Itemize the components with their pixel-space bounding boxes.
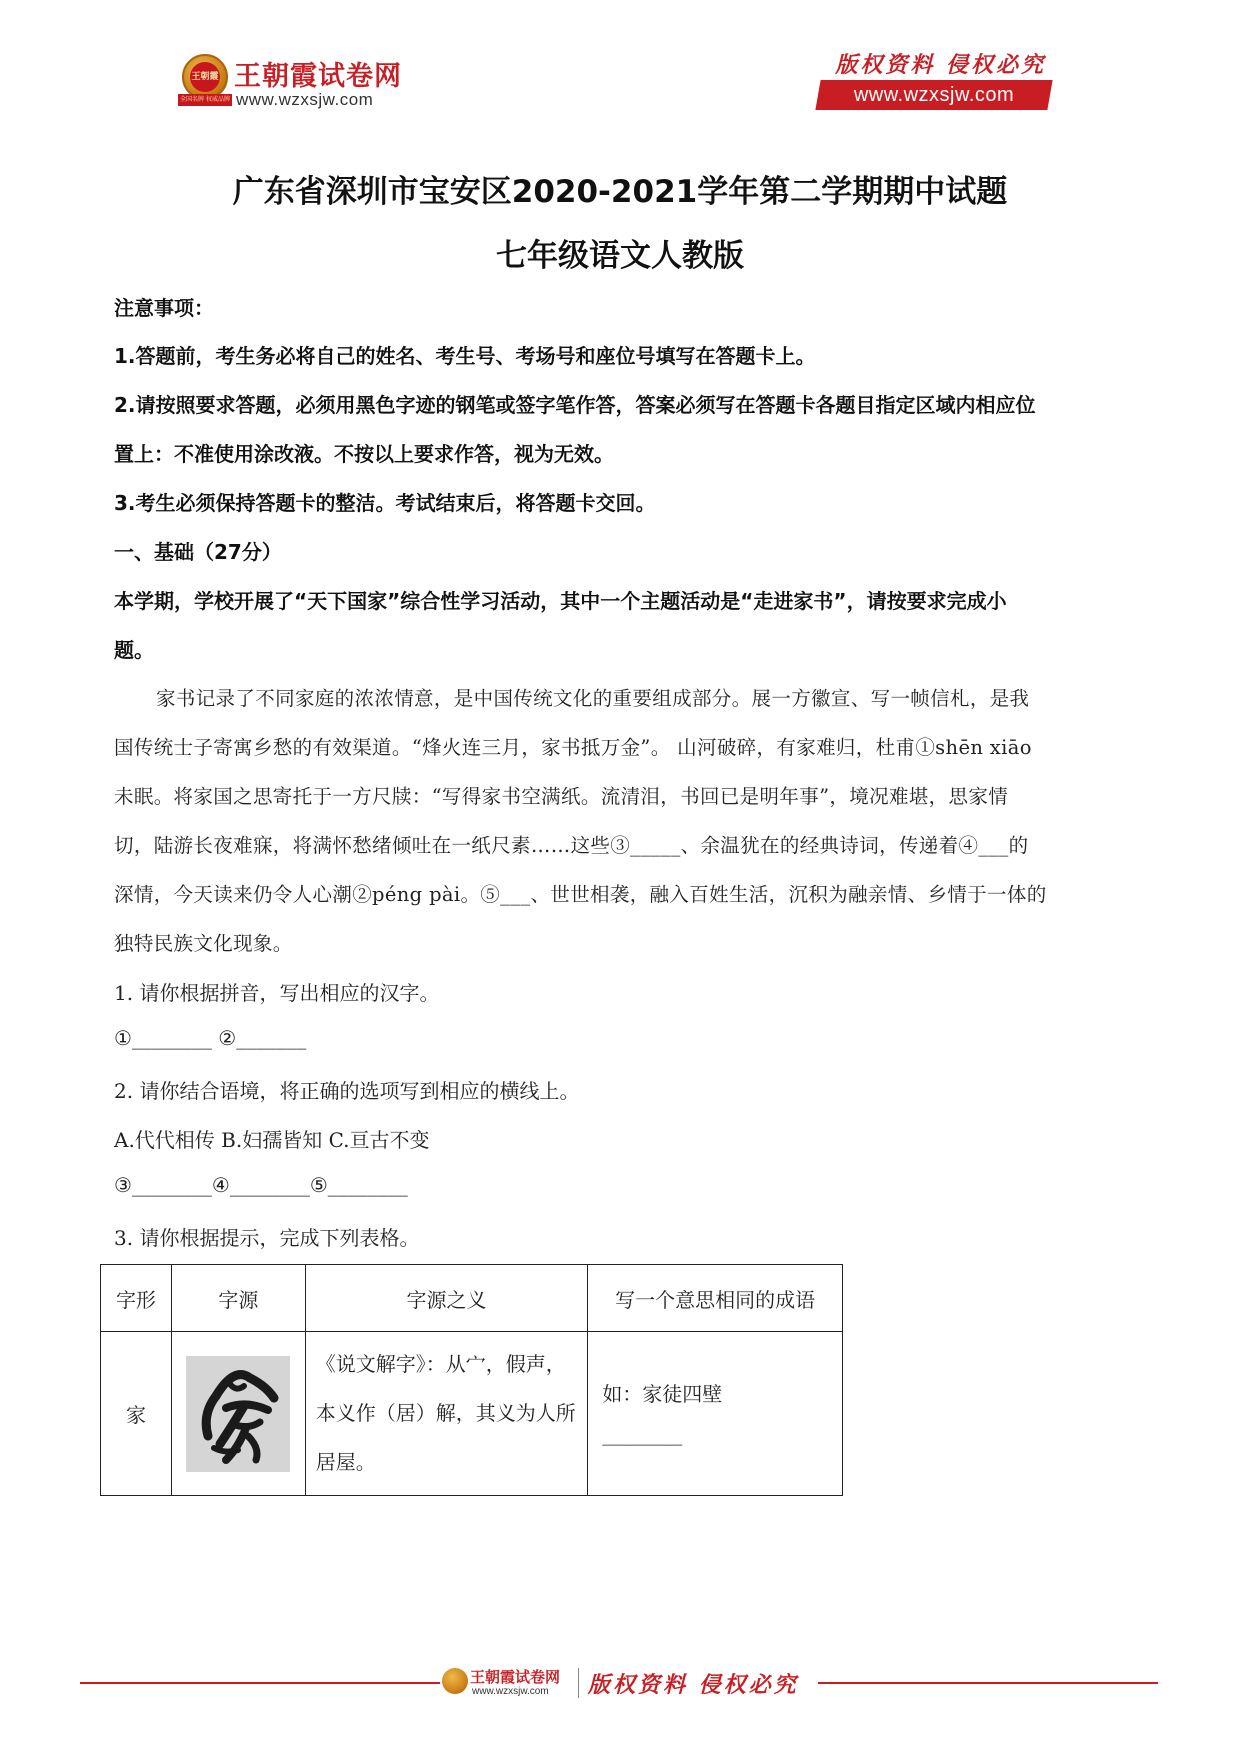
character-table <box>100 1264 843 1496</box>
ancient-jia-glyph-icon <box>186 1356 290 1472</box>
passage-line: 切，陆游长夜难寐，将满怀愁绪倾吐在一纸尺素……这些③_____、余温犹在的经典诗词，传递着④___的 <box>114 834 1029 857</box>
seal-text: 王朝霞 <box>190 62 220 92</box>
idiom-answer-blank: ________ <box>602 1421 683 1446</box>
table-header-row <box>101 1265 843 1332</box>
brand-url: www.wzxsjw.com <box>236 90 374 109</box>
table-header-cell: 写一个意思相同的成语 <box>588 1265 843 1332</box>
notice-item-1: 1.答题前，考生务必将自己的姓名、考生号、考场号和座位号填写在答题卡上。 <box>114 344 816 368</box>
table-header-cell: 字形 <box>101 1265 172 1332</box>
glyph-meaning-cell: 《说文解字》：从宀，假声，本义作（居）解，其义为人所居屋。 <box>305 1332 588 1496</box>
notice-heading: 注意事项： <box>114 296 214 320</box>
footer-rule-right <box>818 1682 1158 1684</box>
exam-title: 广东省深圳市宝安区2020-2021学年第二学期期中试题 <box>232 174 1008 210</box>
notice-item-3: 3.考生必须保持答题卡的整洁。考试结束后，将答题卡交回。 <box>114 491 656 515</box>
copyright-notice: 版权资料 侵权必究 <box>835 52 1046 78</box>
footer-rule-left <box>80 1682 440 1684</box>
ancient-glyph-image <box>186 1356 290 1472</box>
table-row <box>101 1332 843 1496</box>
notice-item-2a: 2.请按照要求答题，必须用黑色字迹的钢笔或签字笔作答，答案必须写在答题卡各题目指定区域内相应位 <box>114 393 1036 417</box>
header-copyright-block <box>818 48 1050 112</box>
seal-ribbon: 全国名牌 权威品牌 <box>178 94 232 106</box>
notice-item-2b: 置上：不准使用涂改液。不按以上要求作答，视为无效。 <box>114 442 614 466</box>
footer-brand-url: www.wzxsjw.com <box>472 1686 549 1697</box>
glyph-cell: 家 <box>101 1332 172 1496</box>
glyph-image-cell <box>171 1332 305 1496</box>
question-2-blanks: ③________④________⑤________ <box>114 1173 408 1197</box>
header-logo <box>182 50 422 116</box>
question-3: 3. 请你根据提示，完成下列表格。 <box>114 1226 420 1250</box>
question-1: 1. 请你根据拼音，写出相应的汉字。 <box>114 981 440 1005</box>
section-intro-a: 本学期，学校开展了“天下国家”综合性学习活动，其中一个主题活动是“走进家书”，请按要求完成小 <box>114 589 1007 613</box>
section-heading: 一、基础（27分） <box>114 540 282 564</box>
footer-divider <box>578 1668 579 1698</box>
passage-line: 未眠。将家国之思寄托于一方尺牍：“写得家书空满纸。流清泪，书回已是明年事”，境况难堪，思家情 <box>114 785 1009 808</box>
footer-seal-icon <box>442 1668 468 1694</box>
passage-line: 深情，今天读来仍令人心潮②péng pài。⑤___、世世相袭，融入百姓生活，沉积为融亲情、乡情于一体的 <box>114 883 1047 906</box>
brand-name: 王朝霞试卷网 <box>234 61 402 92</box>
exam-subtitle: 七年级语文人教版 <box>496 238 744 274</box>
question-2: 2. 请你结合语境，将正确的选项写到相应的横线上。 <box>114 1079 580 1103</box>
table-header-cell: 字源之义 <box>305 1265 588 1332</box>
passage-line: 独特民族文化现象。 <box>114 932 293 955</box>
table-header-cell: 字源 <box>171 1265 305 1332</box>
passage-line: 国传统士子寄寓乡愁的有效渠道。“烽火连三月，家书抵万金”。 山河破碎，有家难归，杜甫①shēn xiāo <box>114 736 1032 759</box>
url-bar-text: www.wzxsjw.com <box>853 84 1015 106</box>
footer-brand-name: 王朝霞试卷网 <box>470 1668 561 1686</box>
question-1-blanks: ①________ ②_______ <box>114 1026 307 1050</box>
question-2-options: A.代代相传 B.妇孺皆知 C.亘古不变 <box>114 1128 430 1152</box>
section-intro-b: 题。 <box>114 638 154 662</box>
passage-line: 家书记录了不同家庭的浓浓情意，是中国传统文化的重要组成部分。展一方徽宣、写一帧信札，是我 <box>156 687 1030 710</box>
idiom-cell <box>588 1332 843 1496</box>
idiom-example: 如：家徒四壁 <box>602 1381 723 1406</box>
footer-copyright: 版权资料 侵权必究 <box>588 1672 799 1698</box>
